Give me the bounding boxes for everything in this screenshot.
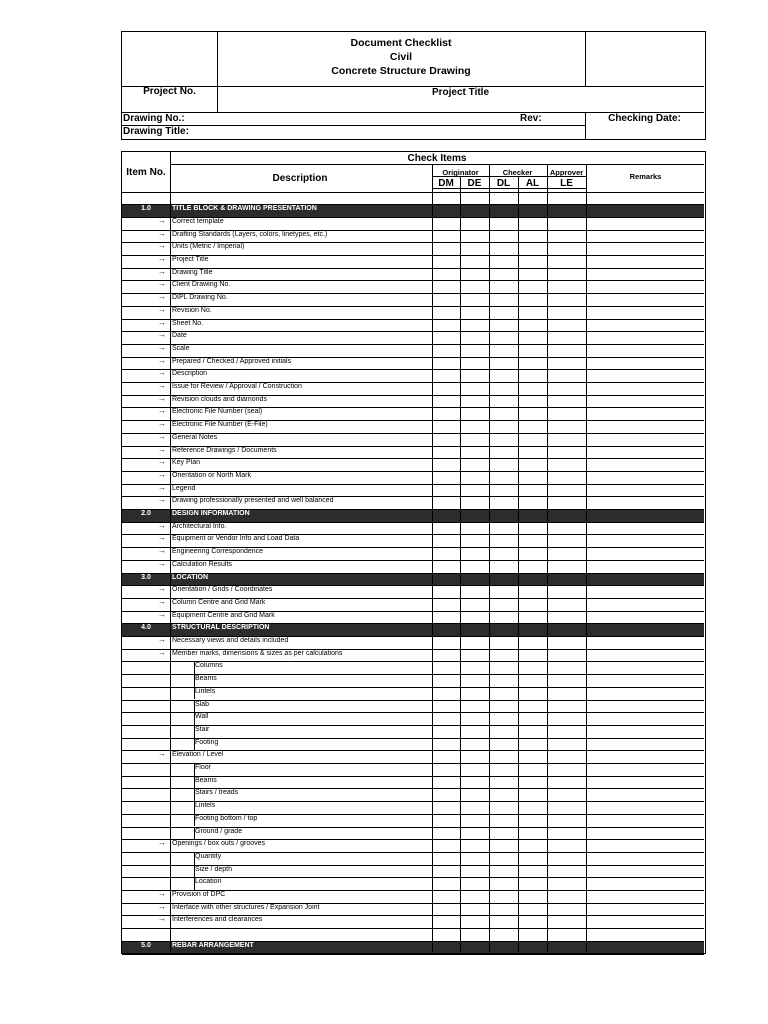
table-row	[122, 293, 704, 306]
grid-line	[122, 471, 704, 472]
grid-line	[122, 382, 704, 383]
table-row	[122, 357, 704, 370]
check-item-label: Legend	[172, 484, 196, 492]
grid-line	[122, 560, 704, 561]
check-item-label: Orientation or North Mark	[172, 471, 251, 479]
grid-line	[122, 395, 704, 396]
drawing-no-label: Drawing No.:	[123, 113, 185, 124]
grid-line	[194, 776, 195, 789]
grid-line	[122, 217, 704, 218]
header-divider	[122, 125, 585, 126]
grid-line	[122, 433, 704, 434]
section-number: 4.0	[141, 624, 151, 632]
section-title: REBAR ARRANGEMENT	[172, 941, 254, 949]
table-row	[122, 458, 704, 471]
arrow-right-icon: →	[158, 457, 166, 467]
arrow-right-icon: →	[158, 381, 166, 390]
grid-line	[194, 763, 195, 776]
grid-line	[122, 319, 704, 320]
grid-line	[122, 420, 704, 421]
table-row	[122, 865, 704, 878]
grid-line	[122, 598, 704, 599]
grid-line	[122, 814, 704, 815]
table-row	[122, 598, 704, 611]
arrow-right-icon: →	[158, 215, 166, 225]
table-row	[122, 674, 704, 687]
check-item-label: Provision of DPC	[172, 891, 226, 898]
grid-line	[122, 407, 704, 408]
grid-line	[122, 623, 704, 624]
sub-item-label: Location	[195, 878, 222, 886]
arrow-right-icon: →	[158, 266, 166, 276]
document-title: Document Checklist	[350, 37, 452, 49]
grid-line	[122, 611, 704, 612]
grid-line	[194, 738, 195, 751]
check-item-label: Architectural Info.	[172, 522, 227, 530]
arrow-right-icon: →	[158, 469, 166, 479]
arrow-right-icon: →	[158, 393, 166, 403]
check-item-label: Interface with other structures / Expansion Joint	[172, 903, 320, 911]
grid-line	[586, 164, 587, 952]
table-row	[122, 636, 704, 649]
grid-line	[122, 928, 704, 929]
grid-line	[122, 522, 704, 523]
arrow-right-icon: →	[158, 558, 166, 568]
check-item-label: Member marks, dimensions & sizes as per calculations	[172, 649, 343, 657]
header-divider	[585, 32, 586, 87]
arrow-right-icon: →	[158, 495, 166, 505]
table-row	[122, 839, 704, 852]
arrow-right-icon: →	[158, 838, 166, 848]
table-row	[122, 331, 704, 344]
grid-line	[122, 357, 704, 358]
grid-line	[194, 661, 195, 674]
table-row	[122, 433, 704, 446]
grid-line	[170, 152, 171, 952]
grid-line	[122, 331, 704, 332]
table-row	[122, 611, 704, 624]
grid-line	[122, 204, 704, 205]
check-items-header: Check Items	[407, 153, 467, 164]
table-row	[122, 700, 704, 713]
grid-line	[122, 700, 704, 701]
table-row	[122, 319, 704, 332]
sub-item-label: Slab	[195, 700, 210, 708]
grid-line	[122, 941, 704, 942]
grid-line	[170, 164, 704, 165]
table-row	[122, 585, 704, 598]
check-item-label: Engineering Correspondence	[172, 548, 264, 556]
originator-header: Originator	[442, 168, 479, 177]
grid-line	[122, 865, 704, 866]
dm-header: DM	[438, 178, 454, 189]
grid-line	[122, 446, 704, 447]
section-title: LOCATION	[172, 573, 209, 581]
grid-line	[194, 877, 195, 890]
check-item-label: Equipment or Vendor Info and Load Data	[172, 535, 300, 543]
grid-line	[122, 661, 704, 662]
grid-line	[547, 164, 548, 952]
grid-line	[194, 687, 195, 700]
item-no-header: Item No.	[126, 167, 166, 178]
table-row	[122, 928, 704, 941]
table-row	[122, 725, 704, 738]
check-item-label: Elevation / Level	[172, 751, 224, 759]
table-row	[122, 560, 704, 573]
check-item-label: DIPL Drawing No.	[172, 294, 228, 302]
grid-line	[122, 293, 704, 294]
table-row	[122, 192, 704, 205]
sub-item-label: Footing bottom / top	[195, 814, 258, 822]
check-item-label: Drawing Title	[172, 268, 213, 276]
check-item-label: Client Drawing No.	[172, 281, 231, 289]
check-item-label: Reference Drawings / Documents	[172, 446, 277, 454]
table-row	[122, 268, 704, 281]
arrow-right-icon: →	[158, 330, 166, 340]
check-item-label: General Notes	[172, 433, 218, 441]
table-row	[122, 661, 704, 674]
table-row	[122, 280, 704, 293]
grid-line	[122, 738, 704, 739]
grid-line	[122, 230, 704, 231]
checker-header: Checker	[502, 168, 533, 177]
arrow-right-icon: →	[158, 279, 166, 289]
grid-line	[122, 534, 704, 535]
table-row	[122, 344, 704, 357]
grid-line	[194, 788, 195, 801]
arrow-right-icon: →	[158, 228, 166, 238]
grid-line	[122, 255, 704, 256]
table-row	[122, 852, 704, 865]
grid-line	[122, 306, 704, 307]
grid-line	[194, 827, 195, 840]
arrow-right-icon: →	[158, 584, 166, 594]
check-item-label: Electronic File Number (seal)	[172, 408, 263, 416]
grid-line	[432, 164, 433, 952]
table-row	[122, 712, 704, 725]
check-item-label: Revision No.	[172, 306, 212, 314]
sub-item-label: Footing	[195, 738, 219, 746]
arrow-right-icon: →	[158, 406, 166, 416]
section-title: DESIGN INFORMATION	[172, 510, 250, 517]
arrow-right-icon: →	[158, 609, 166, 619]
grid-line	[122, 877, 704, 878]
grid-line	[122, 890, 704, 891]
arrow-right-icon: →	[158, 749, 166, 759]
grid-line	[122, 839, 704, 840]
section-number: 1.0	[141, 205, 151, 213]
table-row	[122, 407, 704, 420]
check-item-label: Correct template	[172, 217, 224, 225]
sub-item-label: Quantity	[195, 852, 222, 860]
al-header: AL	[525, 178, 540, 189]
arrow-right-icon: →	[158, 444, 166, 454]
grid-line	[122, 484, 704, 485]
section-title: TITLE BLOCK & DRAWING PRESENTATION	[172, 205, 317, 213]
checklist-table	[121, 151, 706, 954]
section-number: 2.0	[141, 510, 151, 517]
grid-line	[122, 750, 704, 751]
table-row	[122, 484, 704, 497]
grid-line	[122, 344, 704, 345]
arrow-right-icon: →	[158, 419, 166, 429]
grid-line	[122, 458, 704, 459]
sub-item-label: Wall	[195, 713, 209, 721]
arrow-right-icon: →	[158, 317, 166, 327]
table-row	[122, 242, 704, 255]
check-item-label: Electronic File Number (E-File)	[172, 421, 268, 429]
de-header: DE	[467, 178, 482, 189]
section-number: 3.0	[141, 573, 151, 581]
check-item-label: Sheet No.	[172, 319, 204, 327]
arrow-right-icon: →	[158, 901, 166, 911]
table-row	[122, 903, 704, 916]
arrow-right-icon: →	[158, 254, 166, 263]
section-title: STRUCTURAL DESCRIPTION	[172, 624, 270, 632]
description-header: Description	[272, 173, 328, 184]
grid-line	[432, 176, 586, 177]
check-item-label: Issue for Review / Approval / Construction	[172, 383, 302, 390]
table-row	[122, 687, 704, 700]
check-item-label: Column Centre and Grid Mark	[172, 598, 266, 606]
document-header	[121, 31, 706, 140]
table-row	[122, 915, 704, 928]
table-row	[122, 446, 704, 459]
table-row	[122, 763, 704, 776]
arrow-right-icon: →	[158, 482, 166, 492]
discipline-label: Civil	[389, 51, 413, 63]
table-row	[122, 420, 704, 433]
arrow-right-icon: →	[158, 431, 166, 441]
arrow-right-icon: →	[158, 596, 166, 606]
arrow-right-icon: →	[158, 355, 166, 365]
table-row	[122, 801, 704, 814]
sub-item-label: Beams	[195, 675, 217, 683]
table-row	[122, 471, 704, 484]
grid-line	[122, 496, 704, 497]
grid-line	[122, 776, 704, 777]
table-row	[122, 382, 704, 395]
section-row	[122, 573, 704, 586]
check-item-label: Necessary views and details included	[172, 637, 289, 644]
grid-line	[194, 852, 195, 865]
sub-item-label: Size / depth	[195, 865, 232, 873]
grid-line	[122, 674, 704, 675]
table-row	[122, 814, 704, 827]
grid-line	[432, 188, 586, 189]
check-item-label: Date	[172, 332, 187, 340]
section-row	[122, 204, 704, 217]
sub-item-label: Floor	[195, 764, 211, 771]
grid-line	[122, 242, 704, 243]
grid-line	[122, 827, 704, 828]
arrow-right-icon: →	[158, 304, 166, 314]
grid-line	[194, 814, 195, 827]
check-item-label: Equipment Centre and Grid Mark	[172, 611, 275, 619]
arrow-right-icon: →	[158, 241, 166, 251]
drawing-title-label: Drawing Title:	[123, 126, 189, 137]
sub-item-label: Lintels	[195, 687, 216, 695]
grid-line	[194, 674, 195, 687]
table-row	[122, 395, 704, 408]
grid-line	[122, 687, 704, 688]
project-no-label: Project No.	[143, 86, 196, 97]
check-item-label: Openings / box outs / grooves	[172, 840, 265, 848]
grid-line	[122, 192, 704, 193]
grid-line	[489, 164, 490, 952]
table-row	[122, 877, 704, 890]
grid-line	[122, 903, 704, 904]
grid-line	[122, 725, 704, 726]
table-row	[122, 534, 704, 547]
check-item-label: Project Title	[172, 256, 209, 263]
grid-line	[122, 573, 704, 574]
section-row	[122, 623, 704, 636]
table-row	[122, 230, 704, 243]
grid-line	[122, 712, 704, 713]
arrow-right-icon: →	[158, 292, 166, 302]
arrow-right-icon: →	[158, 914, 166, 924]
project-title-label: Project Title	[431, 87, 490, 98]
check-item-label: Orientation / Grids / Coordinates	[172, 586, 273, 594]
table-row	[122, 306, 704, 319]
check-item-label: Key Plan	[172, 459, 201, 467]
grid-line	[122, 649, 704, 650]
check-item-label: Interferences and clearances	[172, 916, 263, 924]
table-row	[122, 522, 704, 535]
grid-line	[122, 852, 704, 853]
arrow-right-icon: →	[158, 533, 166, 543]
section-row	[122, 941, 704, 954]
arrow-right-icon: →	[158, 368, 166, 378]
check-item-label: Description	[172, 370, 208, 378]
check-item-label: Prepared / Checked / Approved initials	[172, 357, 292, 365]
table-row	[122, 738, 704, 751]
table-row	[122, 649, 704, 662]
rev-label: Rev:	[520, 113, 542, 124]
table-row	[122, 217, 704, 230]
arrow-right-icon: →	[158, 520, 166, 530]
approver-header: Approver	[549, 168, 584, 177]
checking-date-label: Checking Date:	[608, 113, 681, 124]
table-row	[122, 255, 704, 268]
grid-line	[122, 788, 704, 789]
grid-line	[122, 636, 704, 637]
arrow-right-icon: →	[158, 635, 166, 644]
grid-line	[122, 954, 704, 955]
grid-line	[122, 509, 704, 510]
arrow-right-icon: →	[158, 342, 166, 352]
sub-item-label: Columns	[195, 662, 223, 670]
check-item-label: Drawing professionally presented and well balanced	[172, 497, 334, 505]
grid-line	[122, 369, 704, 370]
arrow-right-icon: →	[158, 889, 166, 898]
grid-line	[122, 547, 704, 548]
table-row	[122, 369, 704, 382]
dl-header: DL	[496, 178, 511, 189]
table-row	[122, 788, 704, 801]
grid-line	[122, 763, 704, 764]
table-row	[122, 776, 704, 789]
sub-item-label: Ground / grade	[195, 827, 243, 835]
sub-item-label: Lintels	[195, 802, 216, 810]
sub-item-label: Stair	[195, 725, 210, 733]
arrow-right-icon: →	[158, 546, 166, 556]
sub-item-label: Beams	[195, 776, 217, 784]
grid-line	[194, 700, 195, 713]
check-item-label: Units (Metric / Imperial)	[172, 243, 245, 251]
section-row	[122, 509, 704, 522]
arrow-right-icon: →	[158, 647, 166, 657]
subject-label: Concrete Structure Drawing	[331, 65, 471, 77]
table-row	[122, 547, 704, 560]
grid-line	[194, 725, 195, 738]
table-row	[122, 827, 704, 840]
grid-line	[122, 280, 704, 281]
check-item-label: Revision clouds and diamonds	[172, 395, 267, 403]
check-item-label: Drafting Standards (Layers, colors, linetypes, etc.)	[172, 230, 328, 238]
section-number: 5.0	[141, 941, 151, 949]
grid-line	[122, 268, 704, 269]
grid-line	[122, 915, 704, 916]
le-header: LE	[560, 178, 573, 189]
remarks-header: Remarks	[629, 172, 662, 181]
table-row	[122, 890, 704, 903]
table-row	[122, 750, 704, 763]
sub-item-label: Stairs / treads	[195, 789, 239, 797]
grid-line	[194, 865, 195, 878]
check-item-label: Scale	[172, 344, 190, 352]
grid-line	[194, 712, 195, 725]
table-row	[122, 496, 704, 509]
grid-line	[194, 801, 195, 814]
check-item-label: Calculation Results	[172, 560, 232, 568]
grid-line	[122, 801, 704, 802]
grid-line	[122, 585, 704, 586]
